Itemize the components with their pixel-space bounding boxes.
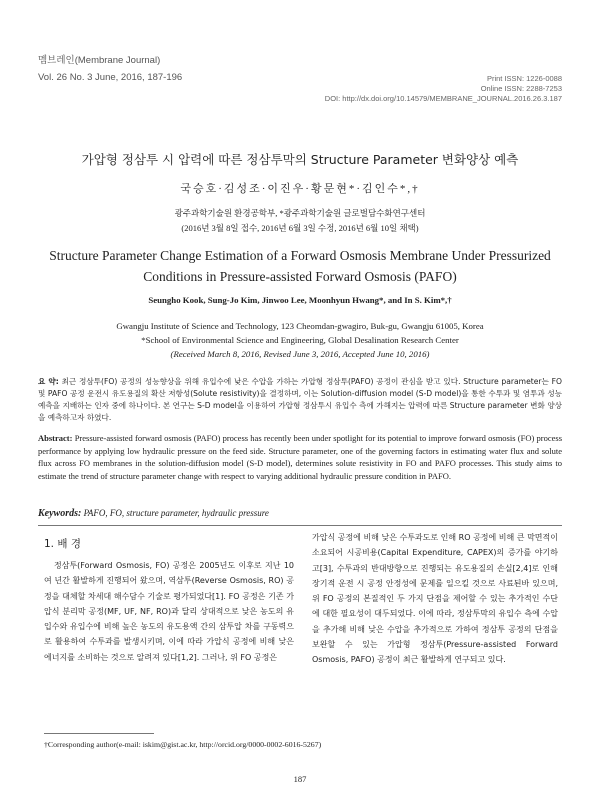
doi-link[interactable]: DOI: http://dx.doi.org/10.14579/MEMBRANE_JOURNAL.2016.26.3.187: [324, 94, 562, 103]
dates-english: (Received March 8, 2016, Revised June 3, 2016, Accepted June 10, 2016): [170, 349, 430, 359]
keywords-text: PAFO, FO, structure parameter, hydraulic pressure: [83, 508, 269, 518]
abstract-korean: [38, 376, 562, 424]
keywords: [38, 508, 269, 519]
authors-korean: 국승호·김성조·이진우·황문현*·김인수*,†: [180, 183, 420, 195]
abstract-english: [38, 432, 562, 482]
affiliation-korean: 광주과학기술원 환경공학부, *광주과학기술원 글로벌담수화연구센터: [174, 208, 426, 218]
abstract-korean-text: 최근 정삼투(FO) 공정의 성능향상을 위해 유입수에 낮은 수압을 가하는 가압형 정삼투(PAFO) 공정이 관심을 받고 있다. Structure parameter는 FO 및 PAFO 공정 운전시 유도용질의 확산 저항성(Solute resistivity)을 결정하며, 이는 Solution-diffusion model (S-D model)을 통한 수투과 및 염투과 성능 예측을 지배하는 인자 중에 하나이다. 본 연구는 S-D model을 이용하여 가압형 정삼투시 유입수 측에 가해지는 압력에 따른 Structure parameter 변화 양상을 예측하고자 하였다.: [38, 377, 562, 422]
journal-name: 멤브레인(Membrane Journal): [38, 55, 161, 66]
keywords-label: Keywords:: [38, 508, 82, 519]
footnote: †Corresponding author(e-mail: iskim@gist.ac.kr, http://orcid.org/0000-0002-6016-5267): [44, 740, 322, 749]
abstract-english-label: Abstract:: [38, 433, 73, 443]
page-number: 187: [293, 774, 307, 784]
section-divider: [38, 525, 562, 526]
online-issn: Online ISSN: 2288-7253: [480, 84, 562, 93]
issn-block: [325, 74, 562, 104]
abstract-korean-label: 요 약:: [38, 377, 59, 386]
section-heading: 1. 배 경: [44, 538, 81, 550]
body-column-left: 정삼투(Forward Osmosis, FO) 공정은 2005년도 이후로 지난 10여 년간 활발하게 진행되어 왔으며, 역삼투(Reverse Osmosis, RO) 공정을 대체할 차세대 해수담수 기술로 평가되었다[1]. FO 공정은 기존 가압식 분리막 공정(MF, UF, NF, RO)과 달리 상대적으로 낮은 농도의 유입수와 유입수에 비해 높은 농도의 유도용액 간의 삼투압 차를 구동력으로 활용하여 수투과를 발생시키며, 이에 따라 가압식 공정에 비해 낮은 에너지를 소비하는 것으로 알려져 있다[1,2]. 그러나, 위 FO 공정은: [44, 561, 294, 662]
dates-korean: (2016년 3월 8일 접수, 2016년 6월 3일 수정, 2016년 6월 10일 채택): [181, 223, 419, 233]
affiliation-english-1: Gwangju Institute of Science and Technology, 123 Cheomdan-gwagiro, Buk-gu, Gwangju 61005, Korea: [116, 321, 484, 331]
title-english: Structure Parameter Change Estimation of a Forward Osmosis Membrane Under Pressurized Conditions in Pressure-assisted Forward Osmosis (PAFO): [49, 248, 551, 284]
affiliation-english-2: *School of Environmental Science and Engineering, Global Desalination Research Center: [141, 335, 459, 345]
authors-english: Seungho Kook, Sung-Jo Kim, Jinwoo Lee, Moonhyun Hwang*, and In S. Kim*,†: [148, 295, 452, 305]
abstract-english-text: Pressure-assisted forward osmosis (PAFO) process has recently been under spotlight for its potential to improve forward osmosis (FO) process performance by applying low hydraulic pressure on the feed side. Structure parameter, one of the governing factors in estimating water flux and solute flux across FO membranes in the solution-diffusion model (S-D model), determines solute resistivity in FO and PAFO processes. This study aims to estimate the trend of structure parameter change with respect to varying additional hydraulic pressure condition in PAFO.: [38, 433, 563, 481]
print-issn: Print ISSN: 1226-0088: [486, 74, 562, 83]
footnote-divider: [44, 733, 154, 734]
body-column-right: 가압식 공정에 비해 낮은 수투과도로 인해 RO 공정에 비해 큰 막면적이 소요되어 시공비용(Capital Expenditure, CAPEX)의 증가를 야기하고[3], 수투과의 반대방향으로 진행되는 유도용질의 손실[2,4]로 인해 장기적 운전 시 공정 안정성에 문제를 일으킬 것으로 사료된바 있으며, 위 FO 공정의 본질적인 두 가지 단점을 제어할 수 있는 추가적인 수단에 대한 필요성이 대두되었다. 이에 따라, 정삼투막의 유입수 측에 수압을 추가해 비해 낮은 수압을 추가적으로 가하여 정삼투 공정의 단점을 보완할 수 있는 가압형 정삼투(Pressure-assisted Forward Osmosis, PAFO) 공정이 최근 활발하게 연구되고 있다.: [312, 533, 558, 665]
title-korean: 가압형 정삼투 시 압력에 따른 정삼투막의 Structure Parameter 변화양상 예측: [81, 152, 519, 167]
journal-issue: Vol. 26 No. 3 June, 2016, 187-196: [38, 72, 183, 83]
